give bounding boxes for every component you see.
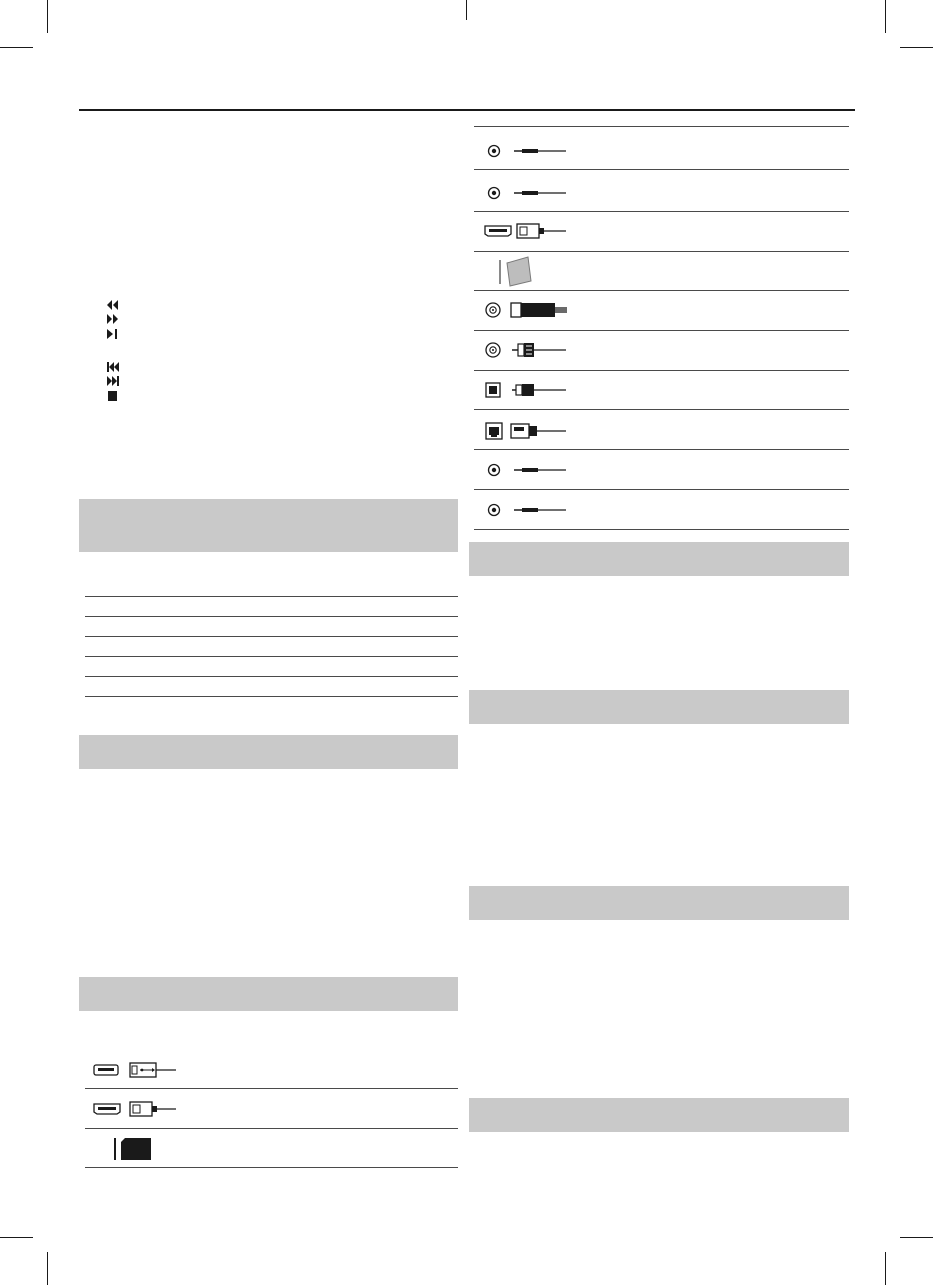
section-heading-band — [469, 690, 849, 724]
crop-mark — [466, 0, 467, 20]
table-row-divider — [474, 529, 849, 530]
mini-jack-icon — [486, 462, 568, 478]
crop-mark — [0, 1237, 33, 1238]
crop-mark — [900, 47, 933, 48]
table-row-divider — [474, 409, 849, 410]
table-row-divider — [474, 251, 849, 252]
table-row-divider — [85, 1088, 458, 1089]
section-heading-band — [79, 735, 458, 769]
hdmi-connector-icon — [93, 1101, 177, 1117]
table-row-divider — [85, 616, 458, 617]
antenna-coax-connector-icon — [484, 300, 568, 320]
table-row-divider — [85, 1167, 458, 1168]
table-row-divider — [474, 370, 849, 371]
crop-mark — [885, 1252, 886, 1285]
next-icon — [106, 375, 120, 387]
table-row-divider — [474, 290, 849, 291]
rewind-icon — [106, 299, 120, 311]
section-heading-band — [79, 977, 458, 1011]
sd-card-icon — [113, 1136, 153, 1162]
mini-jack-icon — [486, 143, 568, 159]
table-row-divider — [474, 489, 849, 490]
fast-forward-icon — [106, 313, 120, 325]
mini-jack-icon — [486, 502, 568, 518]
section-heading-band — [469, 1098, 849, 1132]
mini-jack-icon — [486, 185, 568, 201]
section-heading-band — [469, 886, 849, 920]
play-pause-icon — [106, 328, 120, 340]
ethernet-lan-connector-icon — [484, 421, 568, 441]
hdmi-connector-icon — [484, 223, 568, 239]
table-row-divider — [85, 596, 458, 597]
table-row-divider — [85, 1128, 458, 1129]
table-row-divider — [474, 126, 849, 127]
usb-connector-icon — [93, 1061, 177, 1079]
table-row-divider — [474, 449, 849, 450]
section-heading-band — [79, 499, 458, 552]
optical-audio-connector-icon — [484, 381, 568, 399]
table-row-divider — [85, 696, 458, 697]
previous-icon — [106, 361, 120, 373]
stop-icon — [106, 390, 120, 402]
crop-mark — [0, 47, 33, 48]
section-heading-band — [469, 542, 849, 576]
crop-mark — [47, 1252, 48, 1285]
table-row-divider — [85, 656, 458, 657]
table-row-divider — [474, 330, 849, 331]
table-row-divider — [85, 636, 458, 637]
crop-mark — [885, 0, 886, 33]
crop-mark — [900, 1237, 933, 1238]
table-row-divider — [85, 676, 458, 677]
header-rule — [79, 109, 855, 111]
common-interface-card-icon — [498, 255, 534, 287]
table-row-divider — [474, 211, 849, 212]
table-row-divider — [474, 169, 849, 170]
av-rca-connector-icon — [484, 340, 568, 360]
crop-mark — [47, 0, 48, 33]
